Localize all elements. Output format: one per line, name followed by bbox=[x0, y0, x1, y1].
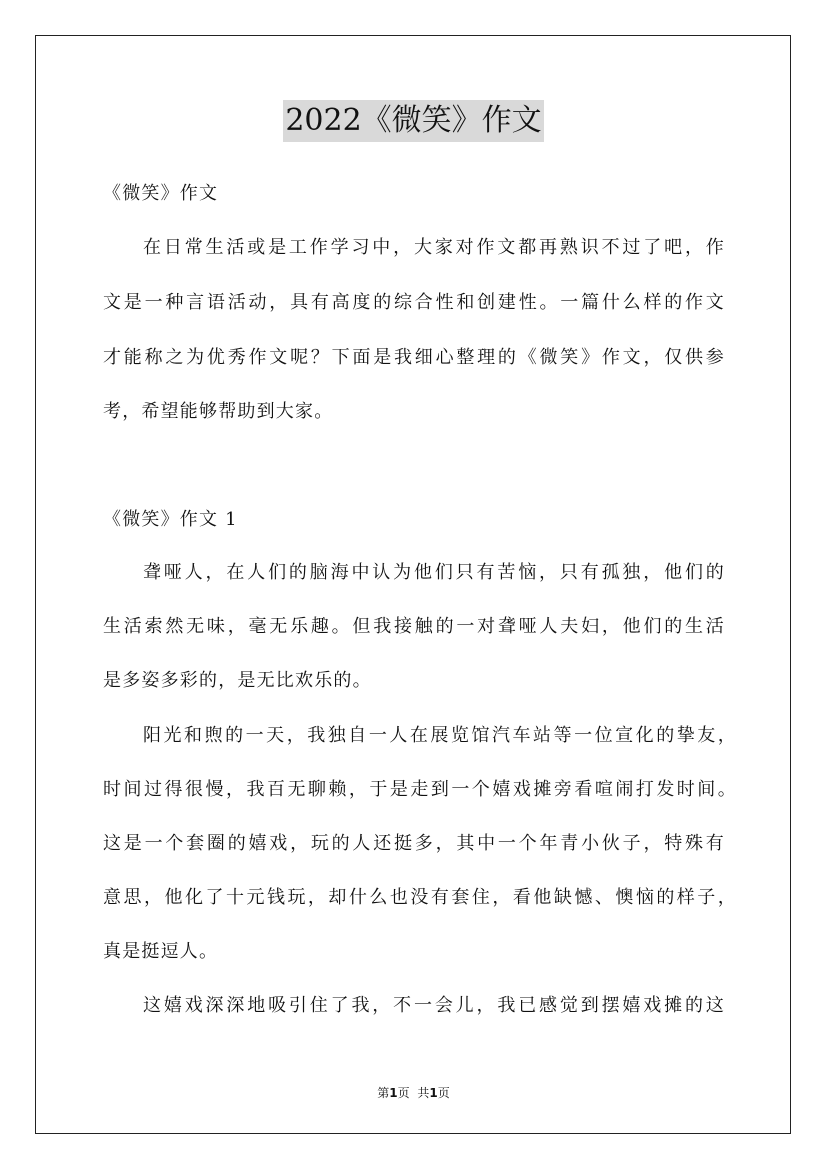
section-heading: 《微笑》作文 bbox=[103, 183, 219, 204]
total-suffix: 页 bbox=[437, 1086, 450, 1100]
paragraph-line: 是多姿多彩的，是无比欢乐的。 bbox=[103, 670, 372, 691]
paragraph-line: 文是一种言语活动，具有高度的综合性和创建性。一篇什么样的作文 bbox=[103, 292, 725, 313]
total-prefix: 共 bbox=[417, 1086, 430, 1100]
paragraph-line: 这嬉戏深深地吸引住了我，不一会儿，我已感觉到摆嬉戏摊的这 bbox=[143, 995, 725, 1016]
paragraph-line: 真是挺逗人。 bbox=[103, 941, 219, 962]
title-wrap bbox=[0, 100, 827, 142]
page-number: 1 bbox=[389, 1086, 398, 1100]
total-pages: 1 bbox=[429, 1086, 438, 1100]
document-title: 2022《微笑》作文 bbox=[283, 100, 543, 142]
paragraph-line: 这是一个套圈的嬉戏，玩的人还挺多，其中一个年青小伙子，特殊有 bbox=[103, 833, 725, 854]
paragraph-line: 生活索然无味，毫无乐趣。但我接触的一对聋哑人夫妇，他们的生活 bbox=[103, 616, 725, 637]
page-prefix: 第 bbox=[377, 1086, 390, 1100]
paragraph-line: 考，希望能够帮助到大家。 bbox=[103, 401, 334, 422]
paragraph-line: 阳光和煦的一天，我独自一人在展览馆汽车站等一位宣化的挚友， bbox=[143, 725, 737, 746]
section-heading: 《微笑》作文 1 bbox=[103, 509, 238, 530]
paragraph-line: 聋哑人，在人们的脑海中认为他们只有苦恼，只有孤独，他们的 bbox=[143, 562, 725, 583]
page-suffix: 页 bbox=[397, 1086, 410, 1100]
page-footer bbox=[0, 1084, 827, 1101]
paragraph-line: 意思，他化了十元钱玩，却什么也没有套住，看他缺憾、懊恼的样子， bbox=[103, 887, 737, 908]
paragraph-line: 在日常生活或是工作学习中，大家对作文都再熟识不过了吧，作 bbox=[143, 237, 725, 258]
paragraph-line: 时间过得很慢，我百无聊赖，于是走到一个嬉戏摊旁看喧闹打发时间。 bbox=[103, 779, 737, 800]
paragraph-line: 才能称之为优秀作文呢？下面是我细心整理的《微笑》作文，仅供参 bbox=[103, 347, 725, 368]
